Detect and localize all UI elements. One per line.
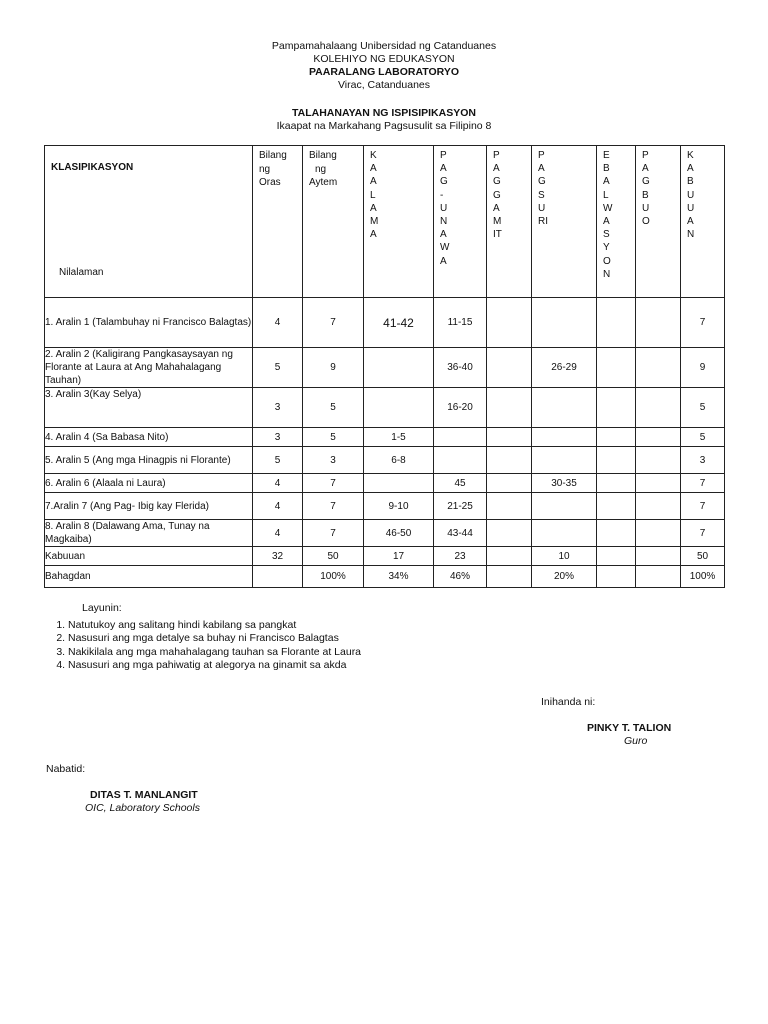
noter-name: DITAS T. MANLANGIT <box>90 789 198 801</box>
ebalwasyon-cell <box>597 520 636 547</box>
preparer-role: Guro <box>624 735 648 747</box>
kaalaman-cell: 6-8 <box>364 447 434 474</box>
oras-cell: 5 <box>253 447 303 474</box>
pag-unawa-header <box>434 146 487 298</box>
bilang-aytem-line2: ng <box>315 163 327 175</box>
kabuuan-header <box>681 146 725 298</box>
pagsuri-cell <box>532 388 597 428</box>
nilalaman-cell: 7.Aralin 7 (Ang Pag- Ibig kay Flerida) <box>45 493 253 520</box>
pagsuri-cell <box>532 298 597 348</box>
ebalwasyon-cell <box>597 447 636 474</box>
pagsuri-cell <box>532 493 597 520</box>
ebalwasyon-header <box>597 146 636 298</box>
aytem-cell: 5 <box>303 428 364 447</box>
table-row <box>45 474 725 493</box>
pagsuri-cell <box>532 428 597 447</box>
kaalaman-cell: 46-50 <box>364 520 434 547</box>
aytem-cell: 5 <box>303 388 364 428</box>
kaalaman-cell: 1-5 <box>364 428 434 447</box>
pagsuri-cell: 30-35 <box>532 474 597 493</box>
ebalwasyon-cell <box>597 428 636 447</box>
table-row <box>45 547 725 566</box>
kaalaman-cell: 17 <box>364 547 434 566</box>
kabuuan-cell: 3 <box>681 447 725 474</box>
nilalaman-label: Nilalaman <box>59 267 104 278</box>
pagsuri-cell: 26-29 <box>532 348 597 388</box>
kabuuan-cell: 7 <box>681 474 725 493</box>
nilalaman-cell: 8. Aralin 8 (Dalawang Ama, Tunay na Magkaiba) <box>45 520 253 547</box>
paggamit-cell <box>487 428 532 447</box>
location: Virac, Catanduanes <box>337 79 431 91</box>
university-name: Pampamahalaang Unibersidad ng Catanduanes <box>271 40 497 52</box>
ebalwasyon-cell <box>597 493 636 520</box>
kabuuan-cell: 50 <box>681 547 725 566</box>
pag-unawa-cell: 16-20 <box>434 388 487 428</box>
pagbuo-cell <box>636 566 681 588</box>
nilalaman-cell: 1. Aralin 1 (Talambuhay ni Francisco Balagtas) <box>45 298 253 348</box>
school-name: PAARALANG LABORATORYO <box>308 66 460 78</box>
table-row <box>45 348 725 388</box>
document-title: TALAHANAYAN NG ISPISIPIKASYON <box>292 107 476 119</box>
paggamit-cell <box>487 447 532 474</box>
pagbuo-cell <box>636 474 681 493</box>
kabuuan-cell: 7 <box>681 493 725 520</box>
kaalaman-cell <box>364 388 434 428</box>
table-row <box>45 566 725 588</box>
kaalaman-cell: 9-10 <box>364 493 434 520</box>
objective-item: 3. Nakikilala ang mga mahahalagang tauhan sa Florante at Laura <box>68 646 361 659</box>
oras-cell: 3 <box>253 388 303 428</box>
kaalaman-cell: 34% <box>364 566 434 588</box>
bilang-aytem-line3: Aytem <box>309 177 338 188</box>
kabuuan-cell: 5 <box>681 388 725 428</box>
pag-unawa-cell: 11-15 <box>434 298 487 348</box>
aytem-cell: 7 <box>303 474 364 493</box>
specification-table <box>44 145 725 588</box>
pag-unawa-cell: 21-25 <box>434 493 487 520</box>
aytem-cell: 7 <box>303 298 364 348</box>
kabuuan-cell: 7 <box>681 520 725 547</box>
pagsuri-header <box>532 146 597 298</box>
pagbuo-cell <box>636 428 681 447</box>
college-name: KOLEHIYO NG EDUKASYON <box>313 53 455 65</box>
paggamit-cell <box>487 493 532 520</box>
nilalaman-cell: 4. Aralin 4 (Sa Babasa Nito) <box>45 428 253 447</box>
pagbuo-cell <box>636 547 681 566</box>
pagbuo-cell <box>636 388 681 428</box>
table-row <box>45 520 725 547</box>
paggamit-header <box>487 146 532 298</box>
objective-item: 2. Nasusuri ang mga detalye sa buhay ni Francisco Balagtas <box>68 632 361 645</box>
nilalaman-cell: Kabuuan <box>45 547 253 566</box>
pag-unawa-cell <box>434 447 487 474</box>
bilang-aytem-line1: Bilang <box>309 150 337 161</box>
paggamit-cell <box>487 388 532 428</box>
pagbuo-header <box>636 146 681 298</box>
aytem-cell: 3 <box>303 447 364 474</box>
nilalaman-cell: Bahagdan <box>45 566 253 588</box>
table-row <box>45 428 725 447</box>
table-row <box>45 447 725 474</box>
kabuuan-cell: 100% <box>681 566 725 588</box>
paggamit-cell <box>487 520 532 547</box>
klasipikasyon-label: KLASIPIKASYON <box>51 162 134 173</box>
objectives-list <box>48 619 361 673</box>
pagsuri-label: PAGSURI <box>538 150 548 228</box>
oras-cell: 32 <box>253 547 303 566</box>
nilalaman-cell: 6. Aralin 6 (Alaala ni Laura) <box>45 474 253 493</box>
pag-unawa-cell: 43-44 <box>434 520 487 547</box>
kabuuan-cell: 5 <box>681 428 725 447</box>
ebalwasyon-cell <box>597 298 636 348</box>
table-row <box>45 298 725 348</box>
kaalaman-cell <box>364 348 434 388</box>
nilalaman-cell: 5. Aralin 5 (Ang mga Hinagpis ni Florante) <box>45 447 253 474</box>
ebalwasyon-label: EBALWASYON <box>603 150 613 280</box>
pagbuo-cell <box>636 520 681 547</box>
table-header-row <box>45 146 725 298</box>
pag-unawa-cell: 23 <box>434 547 487 566</box>
bilang-oras-line1: Bilang <box>259 150 287 161</box>
pag-unawa-cell: 45 <box>434 474 487 493</box>
objective-item: 4. Nasusuri ang mga pahiwatig at alegorya na ginamit sa akda <box>68 659 361 672</box>
pagsuri-cell <box>532 447 597 474</box>
pagbuo-cell <box>636 298 681 348</box>
paggamit-cell <box>487 566 532 588</box>
paggamit-cell <box>487 348 532 388</box>
ebalwasyon-cell <box>597 474 636 493</box>
noter-role: OIC, Laboratory Schools <box>85 802 200 814</box>
pag-unawa-cell <box>434 428 487 447</box>
ebalwasyon-cell <box>597 388 636 428</box>
aytem-cell: 7 <box>303 493 364 520</box>
oras-cell <box>253 566 303 588</box>
document-subtitle: Ikaapat na Markahang Pagsusulit sa Filipino 8 <box>276 120 492 132</box>
ebalwasyon-cell <box>597 547 636 566</box>
pag-unawa-label: PAG-UNAWA <box>440 150 450 267</box>
bilang-oras-line2: ng <box>259 163 271 175</box>
kaalaman-label: KAALAMA <box>370 150 379 241</box>
layunin-label: Layunin: <box>82 602 122 614</box>
paggamit-label: PAGGAMIT <box>493 150 502 241</box>
kabuuan-cell: 9 <box>681 348 725 388</box>
bilang-oras-line3: Oras <box>259 177 281 188</box>
oras-cell: 4 <box>253 493 303 520</box>
bilang-oras-header <box>253 146 303 298</box>
paggamit-cell <box>487 547 532 566</box>
pagsuri-cell <box>532 520 597 547</box>
oras-cell: 3 <box>253 428 303 447</box>
table-row <box>45 493 725 520</box>
kabuuan-cell: 7 <box>681 298 725 348</box>
oras-cell: 4 <box>253 520 303 547</box>
kaalaman-cell: 41-42 <box>364 298 434 348</box>
nilalaman-cell: 2. Aralin 2 (Kaligirang Pangkasaysayan ng Florante at Laura at Ang Mahahalagang Tauhan) <box>45 348 253 388</box>
kaalaman-header <box>364 146 434 298</box>
preparer-name: PINKY T. TALION <box>587 722 672 734</box>
aytem-cell: 7 <box>303 520 364 547</box>
pagsuri-cell: 20% <box>532 566 597 588</box>
bilang-aytem-header <box>303 146 364 298</box>
objective-item: 1. Natutukoy ang salitang hindi kabilang sa pangkat <box>68 619 361 632</box>
nilalaman-cell: 3. Aralin 3(Kay Selya) <box>45 388 253 428</box>
table-row <box>45 388 725 428</box>
klasipikasyon-header-cell <box>45 146 253 298</box>
pag-unawa-cell: 36-40 <box>434 348 487 388</box>
aytem-cell: 9 <box>303 348 364 388</box>
paggamit-cell <box>487 474 532 493</box>
oras-cell: 4 <box>253 298 303 348</box>
oras-cell: 4 <box>253 474 303 493</box>
ebalwasyon-cell <box>597 348 636 388</box>
pagbuo-cell <box>636 348 681 388</box>
pagbuo-label: PAGBUO <box>642 150 650 228</box>
kaalaman-cell <box>364 474 434 493</box>
prepared-by-label: Inihanda ni: <box>541 696 596 708</box>
ebalwasyon-cell <box>597 566 636 588</box>
aytem-cell: 100% <box>303 566 364 588</box>
oras-cell: 5 <box>253 348 303 388</box>
pagbuo-cell <box>636 493 681 520</box>
kabuuan-label: KABUUAN <box>687 150 695 241</box>
pag-unawa-cell: 46% <box>434 566 487 588</box>
noted-by-label: Nabatid: <box>46 763 86 775</box>
aytem-cell: 50 <box>303 547 364 566</box>
paggamit-cell <box>487 298 532 348</box>
pagbuo-cell <box>636 447 681 474</box>
pagsuri-cell: 10 <box>532 547 597 566</box>
